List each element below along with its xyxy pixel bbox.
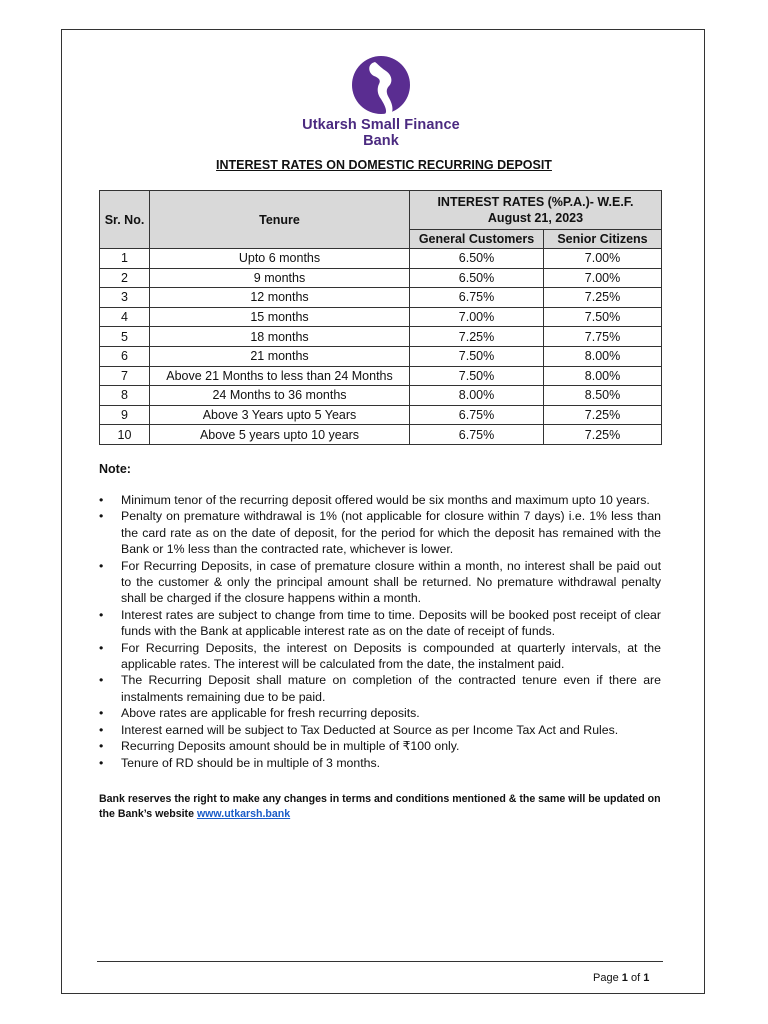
table-row (100, 307, 662, 327)
cell-sr-no: 2 (100, 268, 150, 288)
cell-sr-no: 4 (100, 307, 150, 327)
cell-tenure: Upto 6 months (150, 249, 410, 269)
cell-general-rate: 7.25% (410, 327, 544, 347)
header-senior-citizens: Senior Citizens (544, 230, 662, 249)
cell-senior-rate: 8.00% (544, 366, 662, 386)
cell-general-rate: 7.50% (410, 366, 544, 386)
interest-rates-table (99, 190, 662, 445)
cell-general-rate: 6.50% (410, 249, 544, 269)
disclaimer (99, 792, 661, 821)
note-text: Recurring Deposits amount should be in multiple of ₹100 only. (121, 739, 460, 754)
footer-divider (97, 961, 663, 962)
cell-tenure: Above 3 Years upto 5 Years (150, 405, 410, 425)
table-row (100, 327, 662, 347)
list-item (99, 508, 661, 557)
cell-sr-no: 9 (100, 405, 150, 425)
cell-tenure: 12 months (150, 288, 410, 308)
list-item (99, 705, 661, 721)
bullet-icon: • (99, 722, 104, 737)
header-general-customers: General Customers (410, 230, 544, 249)
header-sr-no: Sr. No. (100, 191, 150, 249)
cell-general-rate: 6.75% (410, 425, 544, 445)
note-text: For Recurring Deposits, in case of premature closure within a month, no interest shall be paid out to the customer & only the principal amount shall be returned. No premature withdrawal penalty shall be charged if the closure happens within a month. (121, 558, 661, 606)
cell-general-rate: 6.75% (410, 288, 544, 308)
header-tenure: Tenure (150, 191, 410, 249)
bullet-icon: • (99, 509, 104, 524)
note-text: Tenure of RD should be in multiple of 3 months. (121, 755, 381, 770)
bank-logo (286, 55, 476, 149)
page-title: INTEREST RATES ON DOMESTIC RECURRING DEPOSIT (216, 158, 552, 172)
list-item (99, 640, 661, 673)
cell-general-rate: 7.00% (410, 307, 544, 327)
bullet-icon: • (99, 755, 104, 770)
utkarsh-logo-icon (348, 55, 414, 115)
cell-tenure: 18 months (150, 327, 410, 347)
bank-name: Utkarsh Small Finance Bank (302, 117, 460, 149)
list-item (99, 492, 661, 508)
note-text: Interest rates are subject to change from time to time. Deposits will be booked post receipt of clear funds with the Bank at applicable interest rate as on the date of receipt of funds. (121, 607, 661, 639)
bullet-icon: • (99, 640, 104, 655)
cell-senior-rate: 8.00% (544, 346, 662, 366)
disclaimer-text: Bank reserves the right to make any changes in terms and conditions mentioned & the same will be updated on the Bank’s website (99, 793, 661, 820)
cell-tenure: 15 months (150, 307, 410, 327)
bullet-icon: • (99, 558, 104, 573)
cell-senior-rate: 7.25% (544, 425, 662, 445)
table-row (100, 249, 662, 269)
list-item (99, 755, 661, 771)
cell-general-rate: 6.50% (410, 268, 544, 288)
note-text: Interest earned will be subject to Tax Deducted at Source as per Income Tax Act and Rules. (121, 722, 619, 737)
cell-senior-rate: 7.00% (544, 268, 662, 288)
cell-tenure: 21 months (150, 346, 410, 366)
table-row (100, 386, 662, 406)
cell-senior-rate: 7.25% (544, 405, 662, 425)
header-interest-rates: INTEREST RATES (%P.A.)- W.E.F. August 21, 2023 (410, 191, 662, 230)
cell-sr-no: 6 (100, 346, 150, 366)
cell-senior-rate: 8.50% (544, 386, 662, 406)
bullet-icon: • (99, 607, 104, 622)
bullet-icon: • (99, 706, 104, 721)
note-label: Note: (99, 462, 131, 476)
website-link[interactable]: www.utkarsh.bank (196, 807, 291, 820)
list-item (99, 738, 661, 754)
cell-tenure: 9 months (150, 268, 410, 288)
cell-sr-no: 10 (100, 425, 150, 445)
note-text: Minimum tenor of the recurring deposit offered would be six months and maximum upto 10 years. (121, 493, 650, 507)
cell-sr-no: 7 (100, 366, 150, 386)
table-row (100, 288, 662, 308)
bullet-icon: • (99, 673, 104, 688)
table-row (100, 405, 662, 425)
cell-senior-rate: 7.50% (544, 307, 662, 327)
cell-senior-rate: 7.25% (544, 288, 662, 308)
list-item (99, 558, 661, 607)
cell-senior-rate: 7.75% (544, 327, 662, 347)
cell-sr-no: 8 (100, 386, 150, 406)
list-item (99, 722, 661, 738)
table-row (100, 425, 662, 445)
cell-tenure: 24 Months to 36 months (150, 386, 410, 406)
cell-sr-no: 5 (100, 327, 150, 347)
page-number: Page 1 of 1 (593, 972, 650, 984)
cell-sr-no: 3 (100, 288, 150, 308)
cell-senior-rate: 7.00% (544, 249, 662, 269)
bullet-icon: • (99, 739, 104, 754)
notes-list (99, 492, 661, 771)
cell-general-rate: 8.00% (410, 386, 544, 406)
note-text: For Recurring Deposits, the interest on Deposits is compounded at quarterly intervals, at the applicable rates. The interest will be calculated from the date, the instalment paid. (121, 640, 661, 672)
cell-tenure: Above 5 years upto 10 years (150, 425, 410, 445)
cell-sr-no: 1 (100, 249, 150, 269)
note-text: Above rates are applicable for fresh recurring deposits. (121, 706, 420, 721)
list-item (99, 672, 661, 705)
table-row (100, 346, 662, 366)
cell-tenure: Above 21 Months to less than 24 Months (150, 366, 410, 386)
note-text: Penalty on premature withdrawal is 1% (not applicable for closure within 7 days) i.e. 1% less than the card rate as on the date of deposit, for the period for which the deposit has remained with the Bank or 1% less than the contracted rate, whichever is lower. (121, 509, 661, 557)
table-row (100, 268, 662, 288)
table-row (100, 366, 662, 386)
note-text: The Recurring Deposit shall mature on completion of the contracted tenure even if there are instalments remaining due to be paid. (121, 673, 661, 704)
cell-general-rate: 6.75% (410, 405, 544, 425)
cell-general-rate: 7.50% (410, 346, 544, 366)
bullet-icon: • (99, 493, 104, 507)
list-item (99, 607, 661, 640)
